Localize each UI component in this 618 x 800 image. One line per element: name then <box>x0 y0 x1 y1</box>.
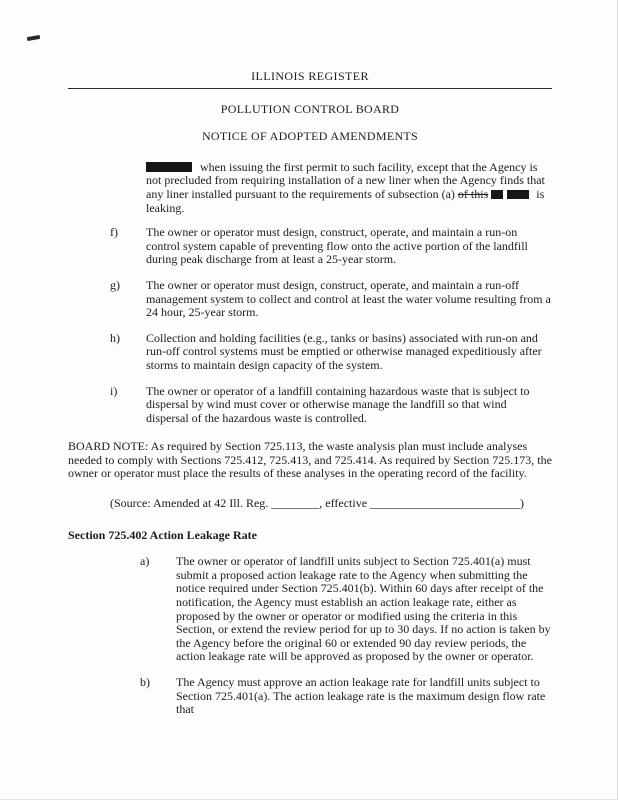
list-item-f <box>110 226 552 267</box>
redaction-box <box>146 162 192 172</box>
redaction-mark-2 <box>507 190 529 199</box>
intro-text-pre: when issuing the first permit to such facility, except that the Agency is not precluded from requiring installation of a new liner when the Agency finds that any liner installed pursuant to the requirements of subsection (a) <box>146 159 545 201</box>
register-title: ILLINOIS REGISTER <box>251 69 369 83</box>
item-text: The owner or operator must design, construct, operate, and maintain a run-on control system capable of preventing flow onto the active portion of the landfill during peak discharge from at least a 25-year storm. <box>146 225 528 267</box>
item-text: Collection and holding facilities (e.g., tanks or basins) associated with run-on and run-off control systems must be emptied or otherwise managed expeditiously after storms to maintain design capacity of the system. <box>146 330 542 372</box>
section-item-b <box>140 676 552 717</box>
item-label: b) <box>140 675 150 689</box>
struck-text: of this <box>457 186 489 201</box>
list-item-g <box>110 279 552 320</box>
list-item-i <box>110 385 552 426</box>
list-item-h <box>110 332 552 373</box>
source-line: (Source: Amended at 42 Ill. Reg. ________, effective _________________________) <box>110 496 525 511</box>
item-label: i) <box>110 383 118 398</box>
intro-text-post: is leaking. <box>146 186 545 215</box>
item-label: a) <box>140 554 150 569</box>
item-text: The Agency must approve an action leakage rate for landfill units subject to Section 725.401(a). The action leakage rate is the maximum design flow rate that <box>176 675 546 717</box>
board-title: POLLUTION CONTROL BOARD <box>220 101 400 116</box>
intro-paragraph <box>146 161 552 215</box>
redaction-mark-1 <box>491 190 503 199</box>
item-label: h) <box>110 330 120 345</box>
item-text: The owner or operator of a landfill containing hazardous waste that is subject to dispersal by wind must cover or otherwise manage the landfill so that wind dispersal of the hazardous waste is controlled. <box>146 383 530 425</box>
item-text: The owner or operator of landfill units subject to Section 725.401(a) must submit a proposed action leakage rate to the Agency when submitting the notice required under Section 725.401(b). Within 60 days after receipt of the notification, the Agency must establish an action leakage rate, either as proposed by the owner or operator or modified using the criteria in this Section, or extend the review period for up to 30 days. If no action is taken by the Agency before the original 60 or extended 90 day review periods, the action leakage rate will be approved as proposed by the owner or operator. <box>176 554 551 664</box>
item-label: g) <box>110 277 120 292</box>
section-heading: Section 725.402 Action Leakage Rate <box>68 527 257 542</box>
register-header <box>68 70 552 89</box>
board-note: BOARD NOTE: As required by Section 725.113, the waste analysis plan must include analyses needed to comply with Sections 725.412, 725.413, and 725.414. As required by Section 725.173, the owner or operator must place the results of these analyses in the operating record of the facility. <box>68 439 552 481</box>
section-item-a <box>140 555 552 664</box>
item-label: f) <box>110 225 118 240</box>
item-text: The owner or operator must design, construct, operate, and maintain a run-off management system to collect and control at least the water volume resulting from a 24 hour, 25-year storm. <box>146 277 551 320</box>
notice-title: NOTICE OF ADOPTED AMENDMENTS <box>201 129 419 144</box>
